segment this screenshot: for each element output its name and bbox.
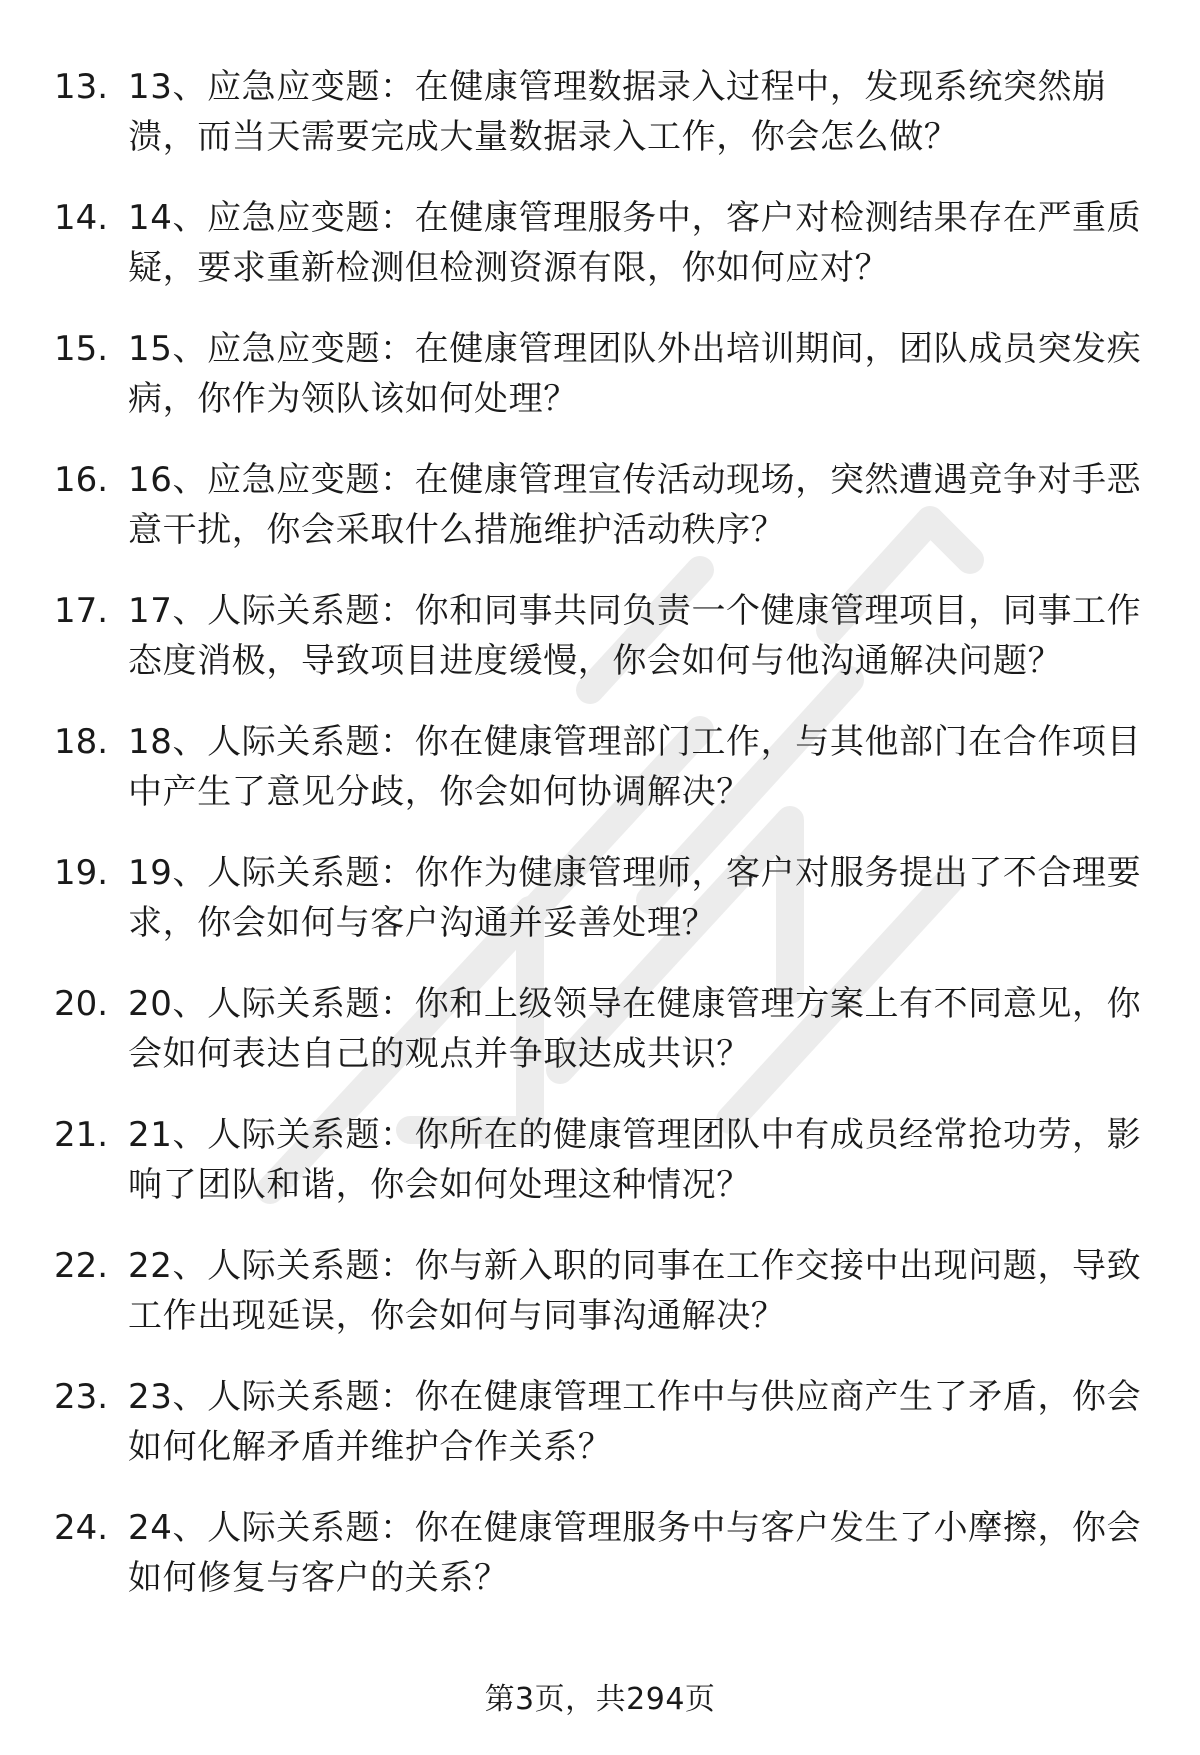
question-number: 23. xyxy=(54,1377,109,1417)
question-number: 21. xyxy=(54,1115,109,1155)
question-text: 14、应急应变题：在健康管理服务中，客户对检测结果存在严重质疑，要求重新检测但检测资源有限，你如何应对？ xyxy=(128,198,1142,288)
question-number: 15. xyxy=(54,329,109,369)
question-item xyxy=(0,1372,1200,1503)
question-item xyxy=(0,1503,1200,1634)
question-text: 23、人际关系题：你在健康管理工作中与供应商产生了矛盾，你会如何化解矛盾并维护合作关系？ xyxy=(128,1377,1142,1467)
question-item xyxy=(0,1110,1200,1241)
question-number: 20. xyxy=(54,984,109,1024)
question-text: 18、人际关系题：你在健康管理部门工作，与其他部门在合作项目中产生了意见分歧，你会如何协调解决？ xyxy=(128,722,1142,812)
question-item xyxy=(0,848,1200,979)
question-item xyxy=(0,979,1200,1110)
question-text: 21、人际关系题：你所在的健康管理团队中有成员经常抢功劳，影响了团队和谐，你会如何处理这种情况？ xyxy=(128,1115,1142,1205)
question-text: 24、人际关系题：你在健康管理服务中与客户发生了小摩擦，你会如何修复与客户的关系？ xyxy=(128,1508,1142,1598)
page-number: 第3页，共294页 xyxy=(484,1682,716,1717)
question-number: 19. xyxy=(54,853,109,893)
question-number: 13. xyxy=(54,67,109,107)
question-item xyxy=(0,717,1200,848)
question-number: 18. xyxy=(54,722,109,762)
question-text: 17、人际关系题：你和同事共同负责一个健康管理项目，同事工作态度消极，导致项目进度缓慢，你会如何与他沟通解决问题？ xyxy=(128,591,1142,681)
question-item xyxy=(0,62,1200,193)
question-text: 16、应急应变题：在健康管理宣传活动现场，突然遭遇竞争对手恶意干扰，你会采取什么措施维护活动秩序？ xyxy=(128,460,1142,550)
question-item xyxy=(0,455,1200,586)
question-text: 13、应急应变题：在健康管理数据录入过程中，发现系统突然崩溃，而当天需要完成大量数据录入工作，你会怎么做？ xyxy=(128,67,1107,157)
question-item xyxy=(0,193,1200,324)
question-text: 15、应急应变题：在健康管理团队外出培训期间，团队成员突发疾病，你作为领队该如何处理？ xyxy=(128,329,1142,419)
question-number: 24. xyxy=(54,1508,109,1548)
question-list xyxy=(0,62,1200,1634)
question-number: 16. xyxy=(54,460,109,500)
question-item xyxy=(0,1241,1200,1372)
question-text: 20、人际关系题：你和上级领导在健康管理方案上有不同意见，你会如何表达自己的观点并争取达成共识？ xyxy=(128,984,1142,1074)
question-number: 17. xyxy=(54,591,109,631)
question-item xyxy=(0,586,1200,717)
question-text: 19、人际关系题：你作为健康管理师，客户对服务提出了不合理要求，你会如何与客户沟通并妥善处理？ xyxy=(128,853,1142,943)
question-text: 22、人际关系题：你与新入职的同事在工作交接中出现问题，导致工作出现延误，你会如何与同事沟通解决？ xyxy=(128,1246,1142,1336)
question-item xyxy=(0,324,1200,455)
question-number: 22. xyxy=(54,1246,109,1286)
question-number: 14. xyxy=(54,198,109,238)
